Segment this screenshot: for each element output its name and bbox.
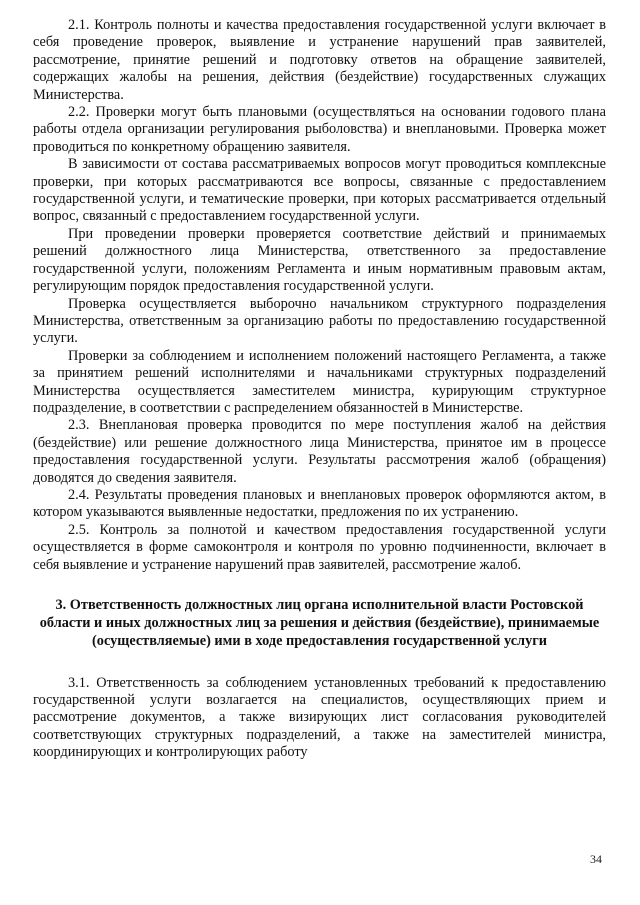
paragraph-2-1: 2.1. Контроль полноты и качества предоставления государственной услуги включает в себя проведение проверок, выявление и устранение нарушений прав заявителей, рассмотрение, принятие решений и подготовку ответов на обращение заявителей, содержащих жалобы на решения, действия (бездействие) государственных служащих Министерства. [33,17,606,103]
paragraph-3-1: 3.1. Ответственность за соблюдением установленных требований к предоставлению государственной услуги возлагается на специалистов, осуществляющих прием и рассмотрение документов, а также визирующих лист согласования руководителей соответствующих структурных подразделений, а также на заместителей министра, координирующих и контролирующих работу [33,674,606,761]
paragraph-2-2: 2.2. Проверки могут быть плановыми (осуществляться на основании годового плана работы отдела организации регулирования рыболовства) и внеплановыми. Проверка может проводиться по конкретному обращению заявителя. [33,104,606,155]
paragraph-regulation-compliance: Проверки за соблюдением и исполнением положений настоящего Регламента, а также за принятием решений исполнителями и начальниками структурных подразделений Министерства осуществляется заместителем министра, курирующим структурное подразделение, в соответствии с распределением обязанностей в Министерстве. [33,347,606,416]
document-page [33,17,606,762]
page-number: 34 [590,852,602,866]
paragraph-2-4: 2.4. Результаты проведения плановых и внеплановых проверок оформляются актом, в котором указываются выявленные недостатки, предложения по их устранению. [33,486,606,521]
paragraph-selective-inspection: Проверка осуществляется выборочно начальником структурного подразделения Министерства, ответственным за организацию работы по предоставлению государственной услуги. [33,295,606,347]
paragraph-inspection-types: В зависимости от состава рассматриваемых вопросов могут проводиться комплексные проверки, при которых рассматриваются все вопросы, связанные с предоставлением государственной услуги, и тематические проверки, при которых рассматривается отдельный вопрос, связанный с предоставлением государственной услуги. [33,156,606,225]
paragraph-2-5: 2.5. Контроль за полнотой и качеством предоставления государственной услуги осуществляется в форме самоконтроля и контроля по уровню подчиненности, включает в себя выявление и устранение нарушений прав заявителей, рассмотрение жалоб. [33,521,606,573]
paragraph-inspection-scope: При проведении проверки проверяется соответствие действий и принимаемых решений должностного лица Министерства, ответственного за предоставление государственной услуги, положениям Регламента и иным нормативным правовым актам, регулирующим порядок предоставления государственной услуги. [33,225,606,295]
section-3-heading: 3. Ответственность должностных лиц органа исполнительной власти Ростовской области и иных должностных лиц за решения и действия (бездействие), принимаемые (осуществляемые) ими в ходе предоставления государственной услуги [39,597,600,650]
paragraph-2-3: 2.3. Внеплановая проверка проводится по мере поступления жалоб на действия (бездействие) или решение должностного лица Министерства, принятое им в процессе предоставления государственной услуги. Результаты рассмотрения жалоб (обращения) доводятся до сведения заявителя. [33,417,606,486]
